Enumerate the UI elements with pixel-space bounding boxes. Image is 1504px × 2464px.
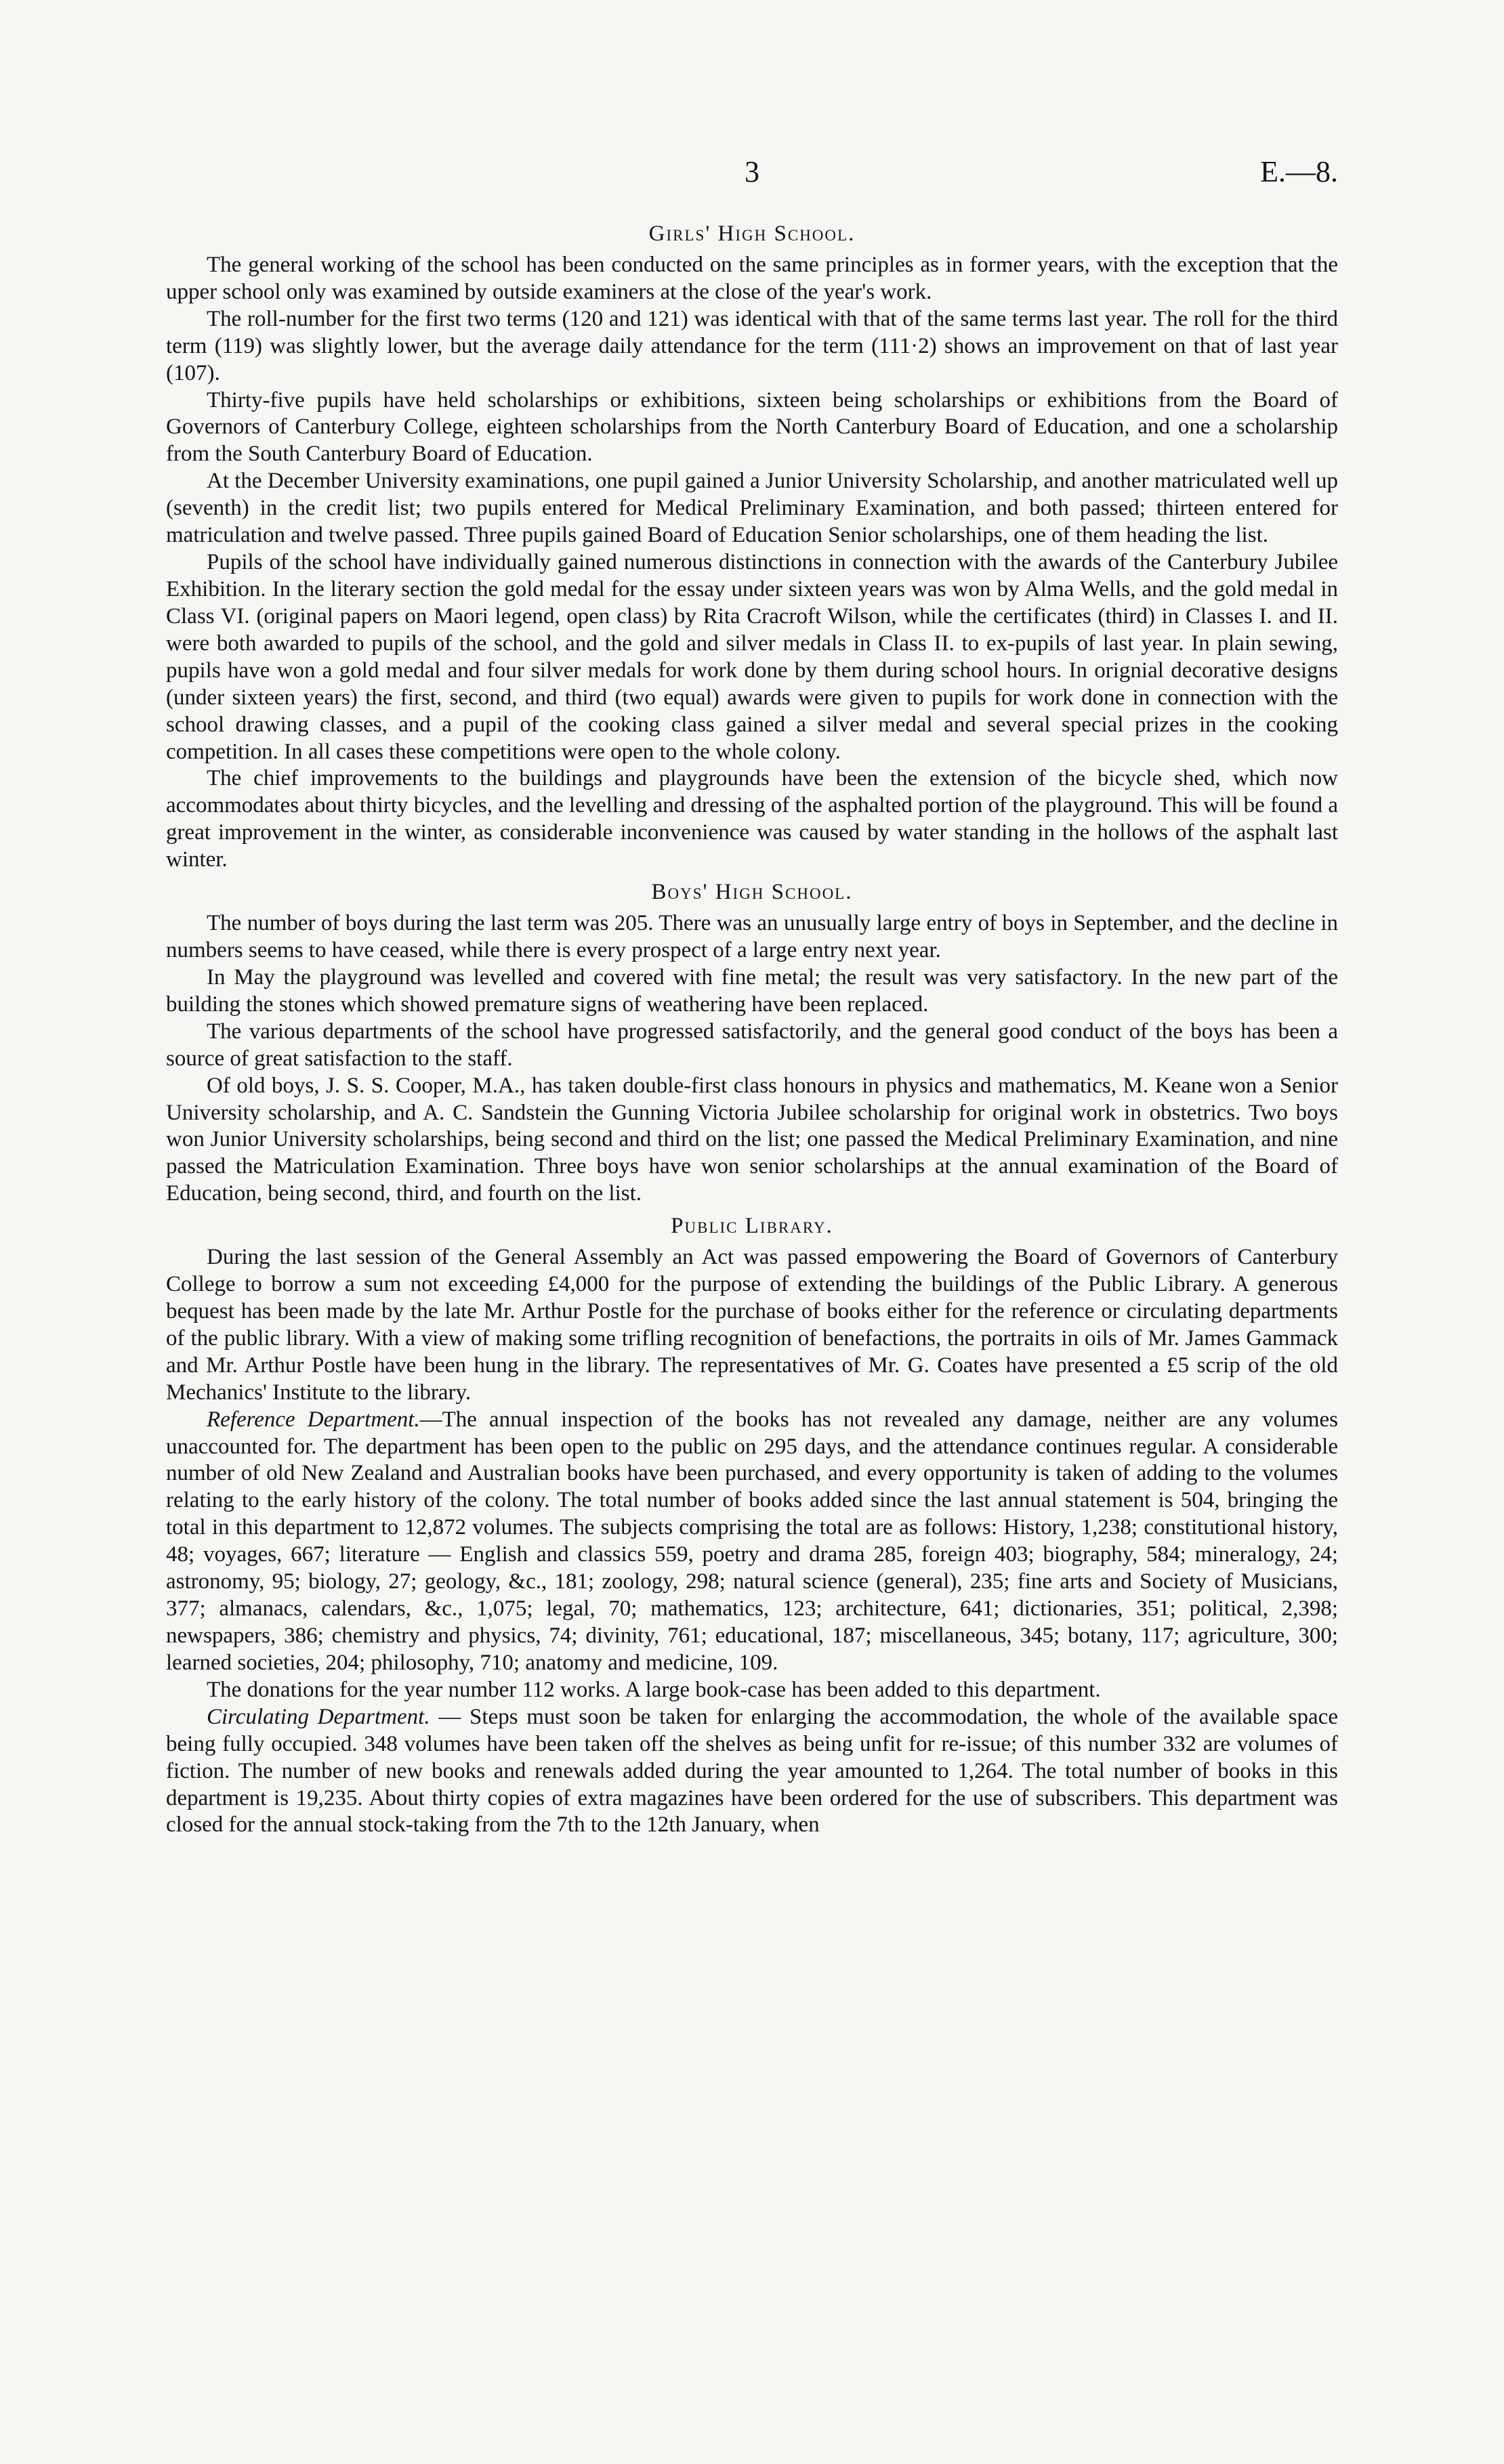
section-title-public-library: Public Library. bbox=[671, 1214, 833, 1239]
circulating-department-text: — Steps must soon be taken for enlarging the accommodation, the whole of the available space being fully occupied. 348 volumes have been taken off the shelves as being unfit for re-issue; of this number 332 are volumes of fiction. The number of new books and renewals added during the year amounted to 1,264. The total number of books in this department is 19,235. About thirty copies of extra magazines have been ordered for the use of subscribers. This department was closed for the annual stock-taking from the 7th to the 12th January, when bbox=[166, 1704, 1338, 1838]
paragraph: The number of boys during the last term was 205. There was an unusually large entry of boys in September, and the decline in numbers seems to have ceased, while there is every prospect of a large entry next year. bbox=[166, 911, 1338, 962]
paragraph: In May the playground was levelled and covered with fine metal; the result was very satisfactory. In the new part of the building the stones which showed premature signs of weathering have been replaced. bbox=[166, 964, 1338, 1017]
page-reference: E.—8. bbox=[1260, 155, 1338, 188]
paragraph: The general working of the school has been conducted on the same principles as in former years, with the exception that the upper school only was examined by outside examiners at the close of the year's work. bbox=[166, 252, 1338, 304]
document-body bbox=[166, 215, 1338, 1839]
paragraph: The donations for the year number 112 works. A large book-case has been added to this department. bbox=[207, 1677, 1101, 1702]
reference-department-heading: Reference Department. bbox=[207, 1407, 420, 1432]
paragraph: Of old boys, J. S. S. Cooper, M.A., has taken double-first class honours in physics and mathematics, M. Keane won a Senior University scholarship, and A. C. Sandstein the Gunning Victoria Jubilee scholarship for original work in obstetrics. Two boys won Junior University scholarships, being second and third on the list; one passed the Medical Preliminary Examination, and nine passed the Matriculation Examination. Three boys have won senior scholarships at the annual examination of the Board of Education, being second, third, and fourth on the list. bbox=[166, 1073, 1338, 1206]
paragraph: The roll-number for the first two terms (120 and 121) was identical with that of the same terms last year. The roll for the third term (119) was slightly lower, but the average daily attendance for the term (111·2) shows an improvement on that of last year (107). bbox=[166, 306, 1338, 385]
reference-department-text: —The annual inspection of the books has not revealed any damage, neither are any volumes unaccounted for. The department has been open to the public on 295 days, and the attendance continues regular. A considerable number of old New Zealand and Australian books have been purchased, and every opportunity is taken of adding to the volumes relating to the early history of the colony. The total number of books added since the last annual statement is 504, bringing the total in this department to 12,872 volumes. The subjects comprising the total are as follows: History, 1,238; constitutional history, 48; voyages, 667; literature — English and classics 559, poetry and drama 285, foreign 403; biography, 584; mineralogy, 24; astronomy, 95; biology, 27; geology, &c., 181; zoology, 298; natural science (general), 235; fine arts and Society of Musicians, 377; almanacs, calendars, &c., 1,075; legal, 70; mathematics, 123; architecture, 641; dictionaries, 351; political, 2,398; newspapers, 386; chemistry and physics, 74; divinity, 761; educational, 187; miscellaneous, 345; botany, 117; agriculture, 300; learned societies, 204; philosophy, 710; anatomy and medicine, 109. bbox=[166, 1407, 1338, 1675]
page-header bbox=[166, 154, 1338, 202]
paragraph: Thirty-five pupils have held scholarships or exhibitions, sixteen being scholarships or exhibitions from the Board of Governors of Canterbury College, eighteen scholarships from the North Canterbury Board of Education, and one a scholarship from the South Canterbury Board of Education. bbox=[166, 387, 1338, 467]
paragraph: The various departments of the school have progressed satisfactorily, and the general good conduct of the boys has been a source of great satisfaction to the staff. bbox=[166, 1019, 1338, 1071]
page-number: 3 bbox=[745, 155, 759, 188]
paragraph: Pupils of the school have individually gained numerous distinctions in connection with the awards of the Canterbury Jubilee Exhibition. In the literary section the gold medal for the essay under sixteen years was won by Alma Wells, and the gold medal in Class VI. (original papers on Maori legend, open class) by Rita Cracroft Wilson, while the certificates (third) in Classes I. and II. were both awarded to pupils of the school, and the gold and silver medals in Class II. to ex-pupils of last year. In plain sewing, pupils have won a gold medal and four silver medals for work done by them during school hours. In orignial decorative designs (under sixteen years) the first, second, and third (two equal) awards were given to pupils for work done in connection with the school drawing classes, and a pupil of the cooking class gained a silver medal and several special prizes in the cooking competition. In all cases these competitions were open to the whole colony. bbox=[166, 550, 1338, 764]
paragraph: The chief improvements to the buildings and playgrounds have been the extension of the bicycle shed, which now accommodates about thirty bicycles, and the levelling and dressing of the asphalted portion of the playground. This will be found a great improvement in the winter, as considerable inconvenience was caused by water standing in the hollows of the asphalt last winter. bbox=[166, 766, 1338, 872]
paragraph-reference-department bbox=[166, 1407, 1338, 1677]
section-title-boys-high-school: Boys' High School. bbox=[651, 880, 853, 905]
paragraph: At the December University examinations, one pupil gained a Junior University Scholarship, and another matriculated well up (seventh) in the credit list; two pupils entered for Medical Preliminary Examination, and both passed; thirteen entered for matriculation and twelve passed. Three pupils gained Board of Education Senior scholarships, one of them heading the list. bbox=[166, 469, 1338, 548]
paragraph: During the last session of the General Assembly an Act was passed empowering the Board of Governors of Canterbury College to borrow a sum not exceeding £4,000 for the purpose of extending the buildings of the Public Library. A generous bequest has been made by the late Mr. Arthur Postle for the purchase of books either for the reference or circulating departments of the public library. With a view of making some trifling recognition of benefactions, the portraits in oils of Mr. James Gammack and Mr. Arthur Postle have been hung in the library. The representatives of Mr. G. Coates have presented a £5 scrip of the old Mechanics' Institute to the library. bbox=[166, 1245, 1338, 1405]
circulating-department-heading: Circulating Department. bbox=[207, 1704, 430, 1729]
paragraph-circulating-department bbox=[166, 1704, 1338, 1840]
section-title-girls-high-school: Girls' High School. bbox=[648, 221, 856, 246]
